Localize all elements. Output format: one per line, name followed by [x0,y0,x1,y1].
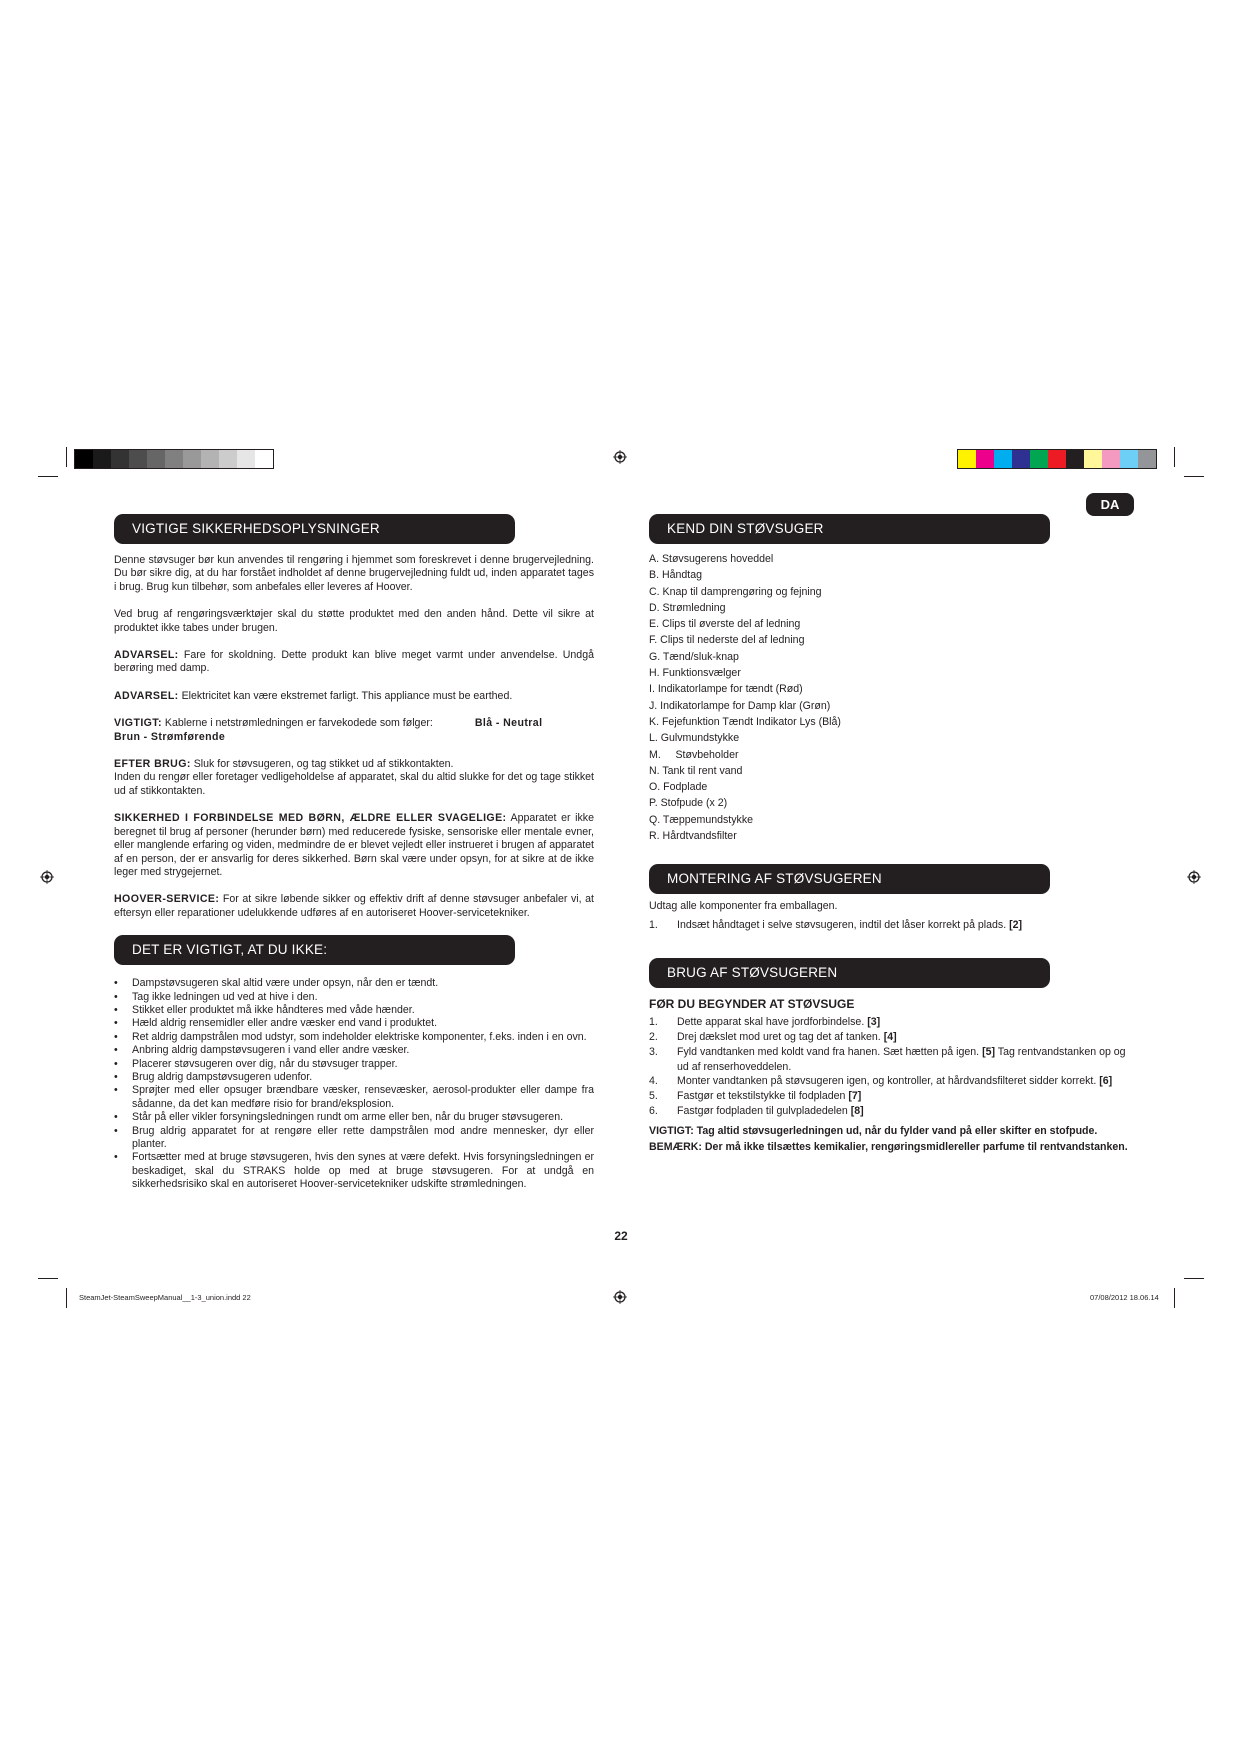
color-swatch [237,450,255,468]
registration-mark-icon [1187,870,1201,884]
wire-brown: Brun - Strømførende [114,730,226,743]
figure-reference: [6] [1099,1075,1113,1088]
assembly-intro: Udtag alle komponenter fra emballagen. [649,900,838,913]
greyscale-bar [74,449,274,469]
figure-reference: [8] [850,1104,864,1117]
list-item: • Anbring aldrig dampstøvsugeren i vand eller andre væsker. [114,1044,594,1057]
part-item: G. Tænd/sluk-knap [649,650,739,663]
registration-mark-icon [613,450,627,464]
color-swatch [1084,450,1102,468]
part-item: P. Stofpude (x 2) [649,797,728,810]
warning-electric [114,690,594,703]
list-item: • Dampstøvsugeren skal altid være under opsyn, når den er tændt. [114,977,594,990]
step-item [649,1030,1129,1045]
color-swatch [1120,450,1138,468]
crop-mark [66,447,67,467]
part-item: I. Indikatorlampe for tændt (Rød) [649,683,803,696]
safety-paragraph: Denne støvsuger bør kun anvendes til rengøring i hjemmet som foreskrevet i denne brugervejledning. Du bør sikre dig, at du har forstået indholdet af denne brugervejledning fuldt ud, inden apparatet tages i brug. Brug kun tilbehør, som anbefales eller leveres af Hoover. [114,554,594,593]
list-item: • Ret aldrig dampstrålen mod udstyr, som indeholder elektriske komponenter, f.eks. inden i en ovn. [114,1031,594,1044]
service-text: For at sikre løbende sikker og effektiv drift af denne støvsuger anbefaler vi, at eftersyn eller reparationer udelukkende udføres af en autoriseret Hoover-servicetekniker. [114,893,594,919]
list-item: • Fortsætter med at bruge støvsugeren, hvis den synes at være defekt. Hvis forsyningsledningen er beskadiget, skal du STRAKS holde op med at bruge støvsugeren. For at undgå en sikkerhedsrisiko skal en autoriseret Hoover-servicetekniker udskifte strømledningen. [114,1151,594,1191]
after-use-text: Sluk for støvsugeren, og tag stikket ud af stikkontakten. [190,758,454,771]
page-number: 22 [614,1229,628,1243]
color-swatch [1048,450,1066,468]
step-item [649,918,1129,933]
step-number: 4. [649,1075,658,1088]
step-text: Monter vandtanken på støvsugeren igen, og kontroller, at hårdvandsfilteret sidder korrekt. [677,1075,1100,1088]
crop-mark [1174,447,1175,467]
part-item: M. Støvbeholder [649,748,739,761]
step-number: 1. [649,1016,658,1029]
assembly-steps [649,918,1129,933]
figure-reference: [7] [848,1089,862,1102]
list-item: • Stikket eller produktet må ikke håndteres med våde hænder. [114,1004,594,1017]
warning-text: Elektricitet kan være ekstremet farligt. This appliance must be earthed. [178,689,513,702]
color-swatch [111,450,129,468]
list-item: • Står på eller vikler forsyningsledningen rundt om arme eller ben, når du bruger støvsugeren. [114,1111,594,1124]
list-item: • Brug aldrig apparatet for at rengøre eller rette dampstrålen mod andre mennesker, dyr eller planter. [114,1125,594,1152]
step-item [649,1104,1129,1119]
crop-mark [66,1288,67,1308]
step-text: Drej dækslet mod uret og tag det af tanken. [677,1031,884,1044]
step-item [649,1089,1129,1104]
parts-list [649,551,1129,844]
color-bar [957,449,1157,469]
step-item [649,1045,1129,1074]
warning-text: Fare for skoldning. Dette produkt kan blive meget varmt under anvendelse. Undgå berøring med damp. [114,649,594,675]
step-item [649,1074,1129,1089]
warning-scald [114,649,594,676]
step-number: 6. [649,1104,658,1117]
color-swatch [93,450,111,468]
color-swatch [976,450,994,468]
color-swatch [201,450,219,468]
list-item: • Brug aldrig dampstøvsugeren udenfor. [114,1071,594,1084]
after-use-text: Inden du rengør eller foretager vedligeholdelse af apparatet, skal du altid slukke for det og tage stikket ud af stikkontakten. [114,771,594,797]
crop-mark [38,476,58,477]
step-text: Indsæt håndtaget i selve støvsugeren, indtil det låser korrekt på plads. [677,918,1010,931]
color-swatch [165,450,183,468]
figure-reference: [3] [867,1016,881,1029]
after-use [114,758,594,798]
right-column [649,514,1129,1155]
registration-mark-icon [40,870,54,884]
color-swatch [994,450,1012,468]
color-swatch [147,450,165,468]
use-heading: BRUG AF STØVSUGEREN [649,958,1050,988]
know-heading: KEND DIN STØVSUGER [649,514,1050,544]
part-item: H. Funktionsvælger [649,667,741,680]
service-label: HOOVER-SERVICE: [114,893,220,906]
wire-blue: Blå - Neutral [474,717,543,730]
dont-list [114,977,594,1192]
color-swatch [255,450,273,468]
hoover-service [114,893,594,920]
important-text: Kablerne i netstrømledningen er farvekodede som følger: [161,717,433,730]
step-number: 1. [649,918,658,931]
color-swatch [1030,450,1048,468]
assembly-heading: MONTERING AF STØVSUGEREN [649,864,1050,894]
left-column [114,514,594,1192]
part-item: D. Strømledning [649,601,726,614]
warning-label: ADVARSEL: [114,689,179,702]
important-label: VIGTIGT: [114,717,162,730]
step-text: Dette apparat skal have jordforbindelse. [677,1016,868,1029]
crop-mark [1184,476,1204,477]
color-swatch [1138,450,1156,468]
use-important: VIGTIGT: Tag altid støvsugerledningen ud, når du fylder vand på eller skifter en stofpude. [649,1125,1098,1138]
color-swatch [1066,450,1084,468]
slug-timestamp: 07/08/2012 18.06.14 [1090,1293,1159,1302]
use-steps [649,1015,1129,1118]
children-safety [114,812,594,879]
registration-mark-icon [613,1290,627,1304]
figure-reference: [5] [982,1045,996,1058]
part-item: O. Fodplade [649,781,708,794]
step-number: 5. [649,1089,658,1102]
language-badge: DA [1086,493,1134,516]
step-number: 3. [649,1045,658,1058]
color-swatch [219,450,237,468]
part-item: J. Indikatorlampe for Damp klar (Grøn) [649,699,831,712]
safety-heading: VIGTIGE SIKKERHEDSOPLYSNINGER [114,514,515,544]
step-item [649,1015,1129,1030]
part-item: N. Tank til rent vand [649,764,743,777]
after-use-label: EFTER BRUG: [114,758,191,771]
use-note: BEMÆRK: Der må ikke tilsættes kemikalier, rengøringsmidlereller parfume til rentvandstanken. [649,1140,1128,1153]
warning-label: ADVARSEL: [114,649,179,662]
list-item: • Sprøjter med eller opsuger brændbare væsker, rensevæsker, aerosol-produkter eller dampe fra sådanne, da det kan medføre risio for brand/eksplosion. [114,1084,594,1111]
part-item: E. Clips til øverste del af ledning [649,618,801,631]
crop-mark [38,1278,58,1279]
crop-mark [1184,1278,1204,1279]
step-number: 2. [649,1031,658,1044]
step-text: Fastgør et tekstilstykke til fodpladen [677,1089,849,1102]
part-item: C. Knap til damprengøring og fejning [649,585,822,598]
color-swatch [1102,450,1120,468]
part-item: L. Gulvmundstykke [649,732,740,745]
list-item: • Hæld aldrig rensemidler eller andre væsker end vand i produktet. [114,1017,594,1030]
children-label: SIKKERHED I FORBINDELSE MED BØRN, ÆLDRE ELLER SVAGELIGE: [114,812,507,825]
part-item: A. Støvsugerens hoveddel [649,553,774,565]
color-swatch [1012,450,1030,468]
part-item: F. Clips til nederste del af ledning [649,634,805,647]
list-item: • Placerer støvsugeren over dig, når du støvsuger trapper. [114,1058,594,1071]
crop-mark [1174,1288,1175,1308]
color-swatch [958,450,976,468]
color-swatch [183,450,201,468]
list-item: • Tag ikke ledningen ud ved at hive i den. [114,991,594,1004]
color-swatch [129,450,147,468]
color-swatch [75,450,93,468]
safety-paragraph: Ved brug af rengøringsværktøjer skal du støtte produktet med den anden hånd. Dette vil sikre at produktet ikke tabes under brugen. [114,608,594,634]
part-item: K. Fejefunktion Tændt Indikator Lys (Blå) [649,715,841,728]
step-text: Fyld vandtanken med koldt vand fra hanen. Sæt hætten på igen. [677,1045,983,1058]
slug-filename: SteamJet-SteamSweepManual__1-3_union.indd 22 [79,1293,251,1302]
part-item: Q. Tæppemundstykke [649,813,754,826]
important-wiring [114,717,594,744]
figure-reference: [4] [883,1031,897,1044]
use-subheading: FØR DU BEGYNDER AT STØVSUGE [649,997,855,1012]
step-text: Fastgør fodpladen til gulvpladedelen [677,1104,851,1117]
part-item: R. Hårdtvandsfilter [649,830,737,843]
dont-heading: DET ER VIGTIGT, AT DU IKKE: [114,935,515,965]
part-item: B. Håndtag [649,569,703,582]
step-text: Tag rentvandstanken op og ud af renserhoveddelen. [677,1045,1126,1073]
children-text: Apparatet er ikke beregnet til brug af personer (herunder børn) med reducerede fysiske, sensoriske eller mentale evner, eller manglende erfaring og viden, medmindre de er blevet vejledt eller instrueret i brugen af apparatet af en person, der er ansvarlig for deres sikkerhed. Børn skal være under opsyn, for at sikre at de ikke leger med strygejernet. [114,812,594,878]
figure-reference: [2] [1009,918,1023,931]
